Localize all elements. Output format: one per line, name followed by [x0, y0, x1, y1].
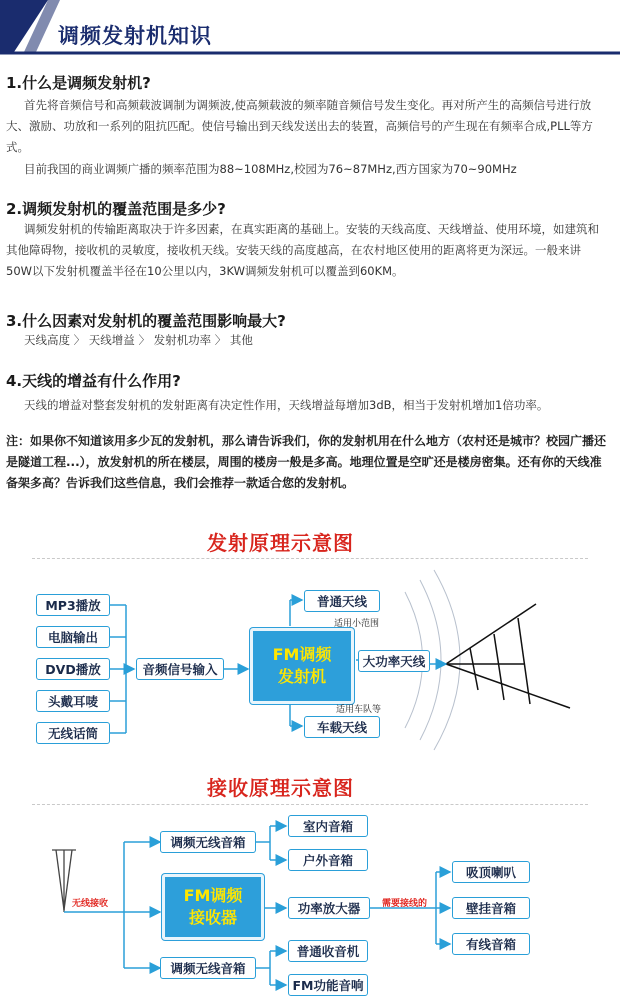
- source-wireless-mic: 无线话筒: [36, 722, 110, 744]
- source-headset-mic: 头戴耳唛: [36, 690, 110, 712]
- wired-label: 需要接线的: [382, 899, 428, 909]
- transmit-divider: [32, 558, 588, 559]
- wireless-receive-label: 无线接收: [72, 899, 109, 909]
- fm-receiver-box: [162, 874, 264, 940]
- answer-2-text: 调频发射机的传输距离取决于许多因素，在真实距离的基础上。安装的天线高度、天线增益、使用环境，如建筑和其他障碍物，接收机的灵敏度，接收机天线。安装天线的高度越高，在农村地区使用的距离将更为深远。一般来讲50W以下发射机覆盖半径在10公里以内，3KW调频发射机可以覆盖到60KM。: [6, 222, 599, 278]
- wireless-speaker-top: 调频无线音箱: [160, 831, 256, 853]
- indoor-speaker: 室内音箱: [288, 815, 368, 837]
- answer-3-text: 天线高度 〉 天线增益 〉 发射机功率 〉 其他: [24, 333, 253, 347]
- transmitter-line-1: FM调频: [272, 645, 332, 664]
- advice-note: 注：如果你不知道该用多少瓦的发射机，那么请告诉我们，你的发射机用在什么地方（农村还是城市？校园广播还是隧道工程...），放发射机的所在楼层，周围的楼房一般是多高。地理位置是空旷还是楼房密集。还有你的天线准备架多高？告诉我们这些信息，我们会推荐一款适合您的发射机。: [6, 434, 607, 490]
- small-range-note: 适用小范围: [334, 619, 380, 629]
- answer-3-paragraph: [6, 330, 606, 351]
- answer-1-paragraph-1: [6, 95, 606, 158]
- source-mp3: MP3播放: [36, 594, 110, 616]
- fleet-note: 适用车队等: [336, 705, 382, 715]
- output-normal-antenna: 普通天线: [304, 590, 380, 612]
- answer-1-text-2: 目前我国的商业调频广播的频率范围为88~108MHz,校园为76~87MHz,西方国家为70~90MHz: [24, 162, 517, 176]
- fm-audio: FM功能音响: [288, 974, 368, 996]
- question-3: 3.什么因素对发射机的覆盖范围影响最大?: [6, 312, 286, 330]
- audio-input-box: 音频信号输入: [136, 658, 224, 680]
- receive-diagram-title: 接收原理示意图: [207, 776, 354, 800]
- answer-1-text: 首先将音频信号和高频载波调制为调频波,使高频载波的频率随音频信号发生变化。再对所产生的高频信号进行放大、激励、功放和一系列的阻抗匹配。使信号输出到天线发送出去的装置，高频信号的产生现在有频率合成,PLL等方式。: [6, 98, 593, 154]
- receive-divider: [32, 804, 588, 805]
- fm-transmitter-box: [250, 628, 354, 704]
- wall-speaker: 壁挂音箱: [452, 897, 530, 919]
- question-4: 4.天线的增益有什么作用?: [6, 372, 181, 390]
- wired-speaker: 有线音箱: [452, 933, 530, 955]
- page-title: 调频发射机知识: [58, 24, 212, 48]
- wireless-speaker-bottom: 调频无线音箱: [160, 957, 256, 979]
- question-2: 2.调频发射机的覆盖范围是多少?: [6, 200, 226, 218]
- question-1: 1.什么是调频发射机?: [6, 74, 151, 92]
- answer-2-paragraph: [6, 219, 606, 282]
- answer-4-text: 天线的增益对整套发射机的发射距离有决定性作用，天线增益每增加3dB，相当于发射机增加1倍功率。: [24, 398, 549, 412]
- answer-4-paragraph: [6, 395, 606, 416]
- transmit-diagram-title: 发射原理示意图: [207, 531, 354, 555]
- output-high-power-antenna: 大功率天线: [358, 650, 430, 672]
- normal-radio: 普通收音机: [288, 940, 368, 962]
- source-dvd: DVD播放: [36, 658, 110, 680]
- power-amplifier: 功率放大器: [288, 897, 370, 919]
- header-banner: [0, 0, 620, 56]
- transmitter-line-2: 发射机: [277, 667, 326, 686]
- source-computer: 电脑输出: [36, 626, 110, 648]
- outdoor-speaker: 户外音箱: [288, 849, 368, 871]
- answer-1-paragraph-2: [6, 159, 606, 180]
- receiver-line-1: FM调频: [183, 886, 243, 905]
- receiver-line-2: 接收器: [188, 908, 237, 927]
- output-vehicle-antenna: 车载天线: [304, 716, 380, 738]
- ceiling-speaker: 吸顶喇叭: [452, 861, 530, 883]
